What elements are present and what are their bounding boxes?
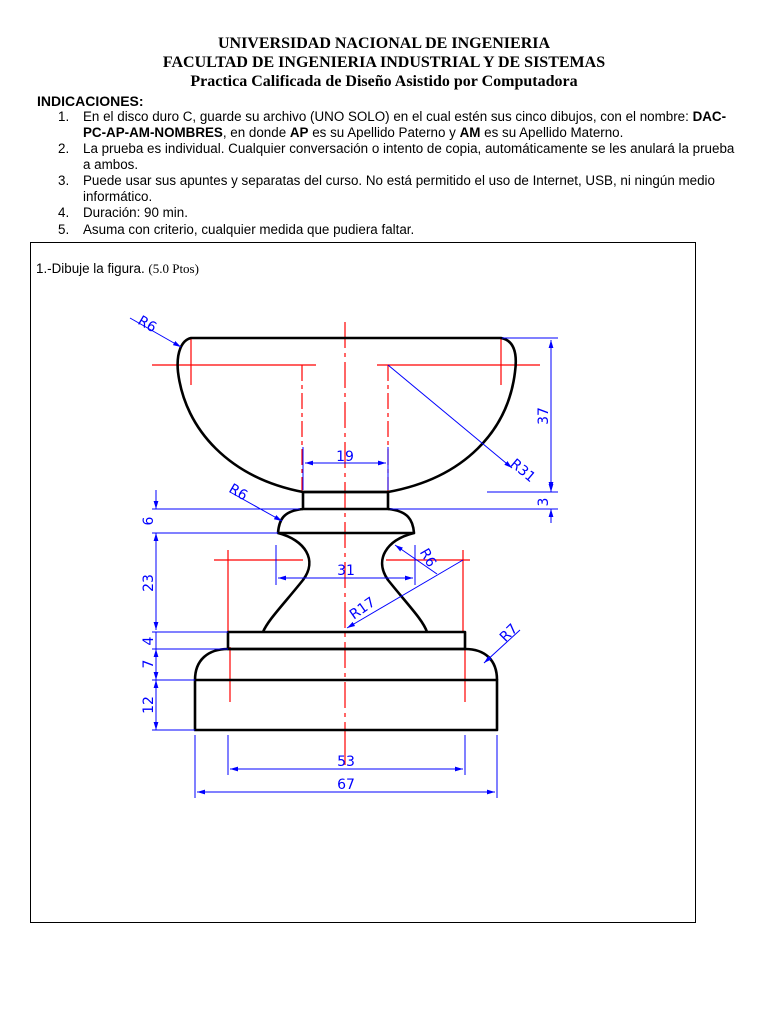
dim-6-label: 6 [141,516,157,526]
instruction-number: 2. [58,141,70,156]
am-abbrev: AM [459,124,481,140]
question-points: (5.0 Ptos) [148,261,199,276]
dim-r17-label: R17 [346,594,379,624]
instruction-text: La prueba es individual. Cualquier conversación o intento de copia, automáticamente se les anulará la prueba a ambos. [83,141,735,172]
cup-bowl [178,338,516,492]
instruction-text: Puede usar sus apuntes y separatas del curso. No está permitido el uso de Internet, USB, ni ningún medio informático. [83,173,715,204]
dim-67-label: 67 [337,777,355,793]
instruction-text: En el disco duro C, guarde su archivo (UNO SOLO) en el cual estén sus cinco dibujos, con el nombre: [83,109,693,124]
dim-12-label: 12 [141,696,157,714]
instruction-text: es su Apellido Materno. [480,124,624,140]
filename-pattern: DAC-PC-AP-AM-NOMBRES [83,109,727,140]
university-title: UNIVERSIDAD NACIONAL DE INGENIERIA [217,35,551,52]
exam-title: Practica Calificada de Diseño Asistido por Computadora [190,73,578,90]
dim-53-label: 53 [337,754,355,770]
instruction-number: 1. [58,109,70,124]
dim-7-label: 7 [141,659,157,669]
dim-r6-top-label: R6 [134,312,160,337]
dim-r6-side-label: R6 [415,545,440,571]
leader-r17 [347,560,463,628]
stem-curve-right [382,533,427,632]
instruction-number: 4. [58,205,70,220]
ap-abbrev: AP [289,124,309,140]
dim-23-label: 23 [141,574,157,592]
question-text: 1.-Dibuje la figura. [36,261,149,276]
dim-r7-label: R7 [496,620,522,646]
dim-3-label: 3 [536,497,552,507]
instruction-number: 3. [58,173,70,188]
collar [278,509,414,533]
dim-31-label: 31 [337,563,355,579]
faculty-title: FACULTAD DE INGENIERIA INDUSTRIAL Y DE SISTEMAS [162,54,606,71]
instruction-text: Asuma con criterio, cualquier medida que pudiera faltar. [83,221,415,237]
base-block [195,680,497,730]
base-rounded-top [195,649,497,680]
dim-4-label: 4 [141,636,157,646]
instruction-text: es su Apellido Paterno y [308,124,460,140]
dim-37-label: 37 [536,407,552,425]
instruction-text: , en donde [222,124,290,140]
dim-19-label: 19 [336,449,354,465]
dimension-labels [135,313,552,793]
stem-curve-left [263,533,309,632]
instruction-text: Duración: 90 min. [83,205,188,220]
instructions-title: INDICACIONES: [37,93,144,109]
leader-r31 [388,365,512,468]
centerlines [152,322,540,765]
stem-plate [228,632,465,649]
dim-r6-neck-label: R6 [225,480,251,505]
dim-r31-label: R31 [506,455,539,486]
instruction-number: 5. [58,221,70,237]
